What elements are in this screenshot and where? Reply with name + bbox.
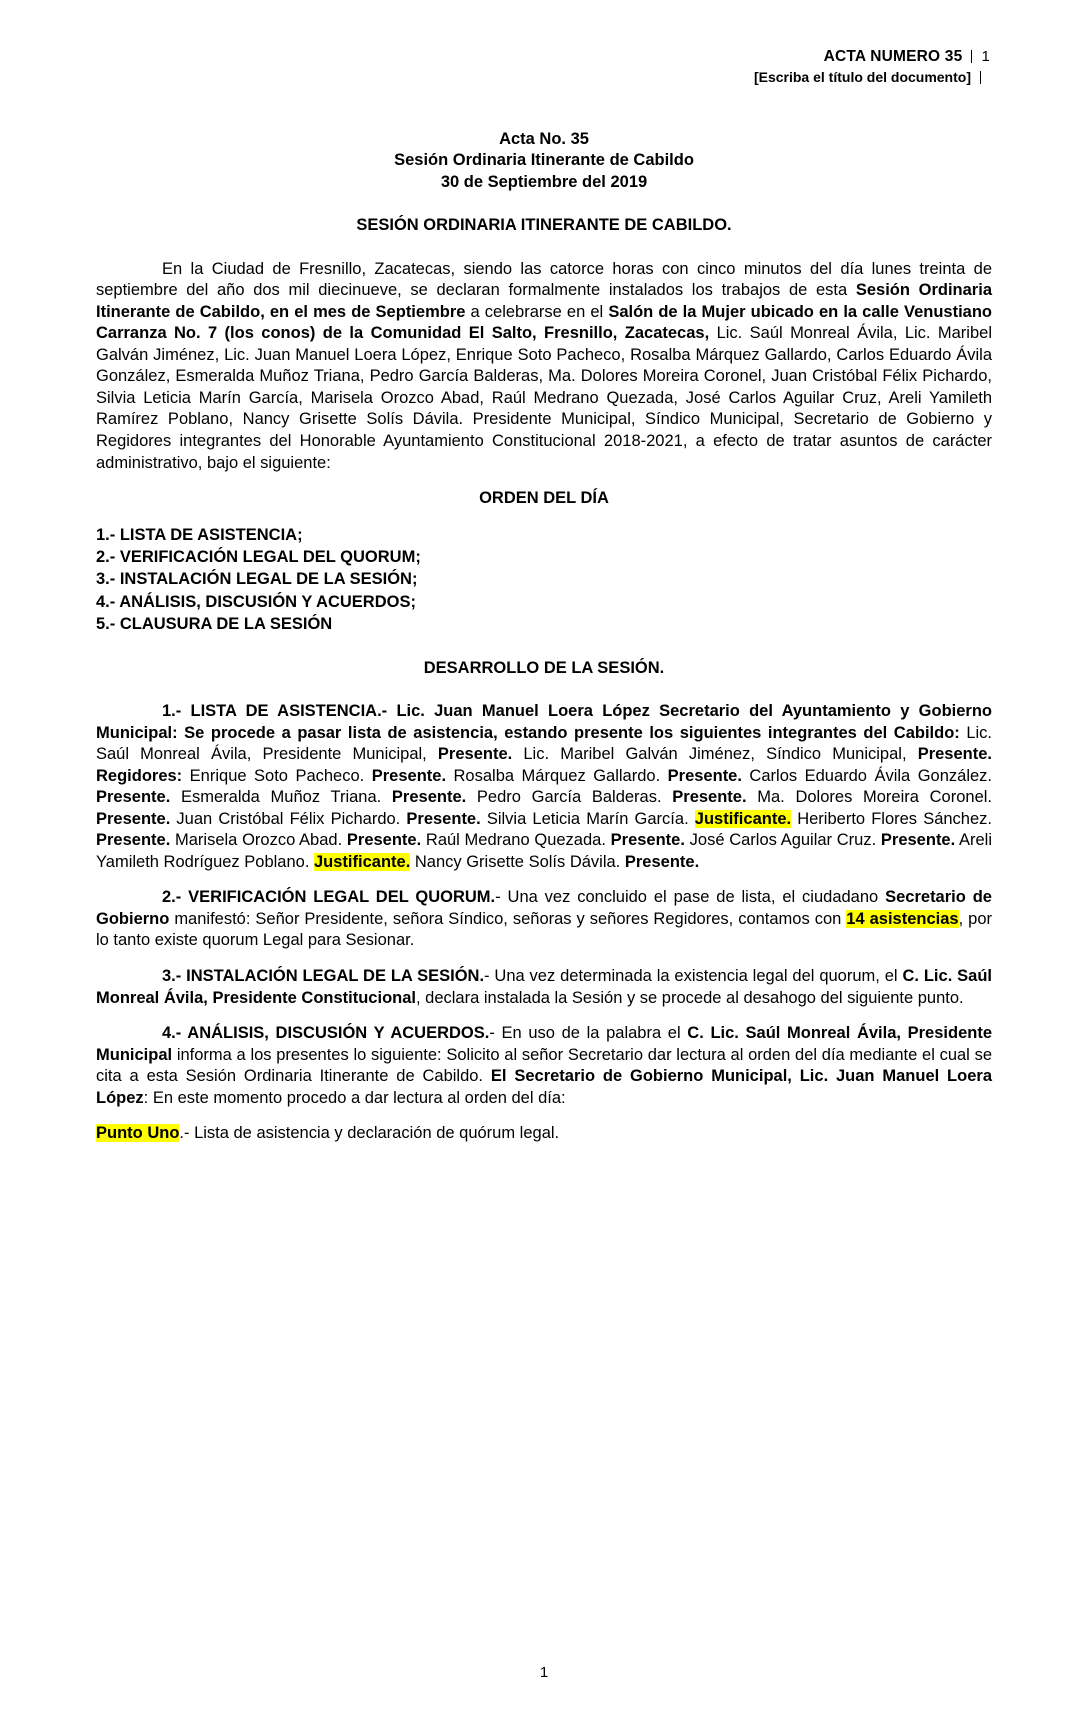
p1-b6: Presente. <box>391 788 467 807</box>
p4-t3: : En este momento procedo a dar lectura al orden del día: <box>143 1088 566 1107</box>
p1-b11: Presente. <box>346 831 422 850</box>
p1-t13: Raúl Medrano Quezada. <box>421 831 611 850</box>
header-title-placeholder-line <box>96 69 990 85</box>
p1-highlight-justificante-2: Justificante. <box>314 852 411 871</box>
header-divider-icon-2 <box>980 71 981 84</box>
desarrollo-heading: DESARROLLO DE LA SESIÓN. <box>423 658 665 677</box>
p1-t11: Heriberto Flores Sánchez. <box>791 809 992 828</box>
intro-bold-venue: Salón de la Mujer ubicado en la calle Venustiano Carranza No. 7 (los conos) de la Comunidad El Salto, Fresnillo, Zacatecas, <box>96 302 992 343</box>
p1-b14: Presente. <box>624 852 700 871</box>
p4-t2: informa a los presentes lo siguiente: Solicito al señor Secretario dar lectura al orden del día mediante el cual se cita a esta Sesión Ordinaria Itinerante de Cabildo. <box>96 1045 992 1086</box>
p1-highlight-justificante-1: Justificante. <box>694 809 792 828</box>
p1-b1: Presente. <box>437 745 513 764</box>
p1-t12: Marisela Orozco Abad. <box>170 831 347 850</box>
point-1-paragraph <box>96 701 992 873</box>
punto-uno-highlight: Punto Uno <box>96 1124 180 1143</box>
p1-t3: Enrique Soto Pacheco. <box>182 766 372 785</box>
intro-text-c: a celebrarse en el <box>465 302 609 321</box>
intro-text-a: En la Ciudad de Fresnillo, Zacatecas, siendo las catorce horas con cinco minutos del día lunes treinta de septiembre del año dos mil diecinueve, se declaran formalmente instalados los trabajos de esta <box>96 259 992 300</box>
agenda-item-5: 5.- CLAUSURA DE LA SESIÓN <box>96 615 333 634</box>
p4-b2: El Secretario de Gobierno Municipal, Lic. Juan Manuel Loera López <box>96 1067 992 1107</box>
orden-del-dia-heading: ORDEN DEL DÍA <box>479 489 609 508</box>
acta-title-line-3: 30 de Septiembre del 2019 <box>440 172 648 191</box>
p4-t1: - En uso de la palabra el <box>489 1024 688 1043</box>
intro-bold-session: Sesión Ordinaria Itinerante de Cabildo, en el mes de Septiembre <box>96 281 992 321</box>
document-header <box>96 48 992 85</box>
agenda-item-3: 3.- INSTALACIÓN LEGAL DE LA SESIÓN; <box>96 570 418 589</box>
p2-t2: manifestó: Señor Presidente, señora Síndico, señoras y señores Regidores, contamos con <box>169 909 847 928</box>
p1-t10: Silvia Leticia Marín García. <box>480 809 695 828</box>
point-1-lead: 1.- LISTA DE ASISTENCIA.- Lic. Juan Manuel Loera López Secretario del Ayuntamiento y Gobierno Municipal: Se procede a pasar lista de asistencia, estando presente los siguientes integrantes del Cabildo: <box>96 702 992 742</box>
punto-uno-text: .- Lista de asistencia y declaración de quórum legal. <box>179 1124 560 1143</box>
main-heading: SESIÓN ORDINARIA ITINERANTE DE CABILDO. <box>356 216 732 235</box>
point-4-lead: 4.- ANÁLISIS, DISCUSIÓN Y ACUERDOS. <box>162 1024 490 1043</box>
p1-t6: Esmeralda Muñoz Triana. <box>170 788 392 807</box>
p1-t8: Ma. Dolores Moreira Coronel. <box>746 788 993 807</box>
p1-b7: Presente. <box>672 788 747 807</box>
p1-b13: Presente. <box>880 831 956 850</box>
p3-t1: - Una vez determinada la existencia legal del quorum, el <box>484 966 903 985</box>
p1-b2: Presente. Regidores: <box>96 745 992 785</box>
point-2-lead: 2.- VERIFICACIÓN LEGAL DEL QUORUM. <box>162 888 496 907</box>
header-page-number: 1 <box>981 48 990 65</box>
p2-b1: Secretario de Gobierno <box>96 888 992 928</box>
point-3-lead: 3.- INSTALACIÓN LEGAL DE LA SESIÓN. <box>162 966 485 985</box>
p1-t7: Pedro García Balderas. <box>466 788 673 807</box>
p1-b3: Presente. <box>371 766 447 785</box>
p2-t3: , por lo tanto existe quorum Legal para Sesionar. <box>96 909 992 950</box>
acta-title-block <box>96 129 992 193</box>
p1-b4: Presente. <box>667 766 742 785</box>
p3-b1: C. Lic. Saúl Monreal Ávila, Presidente Constitucional <box>96 966 992 1007</box>
header-acta-label: ACTA NUMERO 35 <box>823 48 963 65</box>
p1-t9: Juan Cristóbal Félix Pichardo. <box>170 809 407 828</box>
p1-b9: Presente. <box>406 809 481 828</box>
intro-text-d: Lic. Saúl Monreal Ávila, Lic. Maribel Galván Jiménez, Lic. Juan Manuel Loera López, Enrique Soto Pacheco, Rosalba Márquez Gallardo, Carlos Eduardo Ávila González, Esmeralda Muñoz Triana, Pedro García Balderas, Ma. Dolores Moreira Coronel, Juan Cristóbal Félix Pichardo, Silvia Leticia Marín García, Marisela Orozco Abad, Raúl Medrano Quezada, José Carlos Aguilar Cruz, Areli Yamileth Ramírez Poblano, Nancy Grisette Solís Dávila. Presidente Municipal, Síndico Municipal, Secretario de Gobierno y Regidores integrantes del Honorable Ayuntamiento Constitucional 2018-2021, a efecto de tratar asuntos de carácter administrativo, bajo el siguiente: <box>96 324 992 472</box>
acta-title-line-1: Acta No. 35 <box>499 130 589 148</box>
p1-t2: Lic. Maribel Galván Jiménez, Síndico Municipal, <box>512 745 918 764</box>
agenda-list <box>96 524 992 636</box>
p3-t2: , declara instalada la Sesión y se procede al desahogo del siguiente punto. <box>416 988 964 1007</box>
p1-t14: José Carlos Aguilar Cruz. <box>684 831 881 850</box>
p1-b12: Presente. <box>610 831 685 850</box>
agenda-item-2: 2.- VERIFICACIÓN LEGAL DEL QUORUM; <box>96 547 421 566</box>
header-divider-icon <box>971 50 972 63</box>
punto-uno-paragraph <box>96 1123 992 1145</box>
p1-t15: Areli Yamileth Rodríguez Poblano. <box>96 831 993 871</box>
p1-t5: Carlos Eduardo Ávila González. <box>741 766 992 785</box>
acta-title-line-2: Sesión Ordinaria Itinerante de Cabildo <box>394 151 694 170</box>
point-4-paragraph <box>96 1023 992 1109</box>
p1-b10: Presente. <box>96 831 171 850</box>
p2-highlight-asistencias: 14 asistencias <box>846 909 959 928</box>
point-3-paragraph <box>96 966 992 1009</box>
p1-b5: Presente. <box>96 788 171 807</box>
intro-paragraph <box>96 259 992 474</box>
header-title-placeholder: [Escriba el título del documento] <box>753 69 971 85</box>
header-acta-line <box>96 48 990 66</box>
p1-b8: Presente. <box>96 809 171 828</box>
p1-t1: Lic. Saúl Monreal Ávila, Presidente Municipal, <box>96 723 993 764</box>
p4-b1: C. Lic. Saúl Monreal Ávila, Presidente Municipal <box>96 1024 992 1064</box>
agenda-item-4: 4.- ANÁLISIS, DISCUSIÓN Y ACUERDOS; <box>96 592 416 611</box>
agenda-item-1: 1.- LISTA DE ASISTENCIA; <box>96 525 303 544</box>
p1-t4: Rosalba Márquez Gallardo. <box>446 766 668 785</box>
p1-t16: Nancy Grisette Solís Dávila. <box>410 852 625 871</box>
footer-page-number: 1 <box>539 1664 549 1681</box>
p2-t1: - Una vez concluido el pase de lista, el ciudadano <box>495 888 886 907</box>
point-2-paragraph <box>96 887 992 952</box>
